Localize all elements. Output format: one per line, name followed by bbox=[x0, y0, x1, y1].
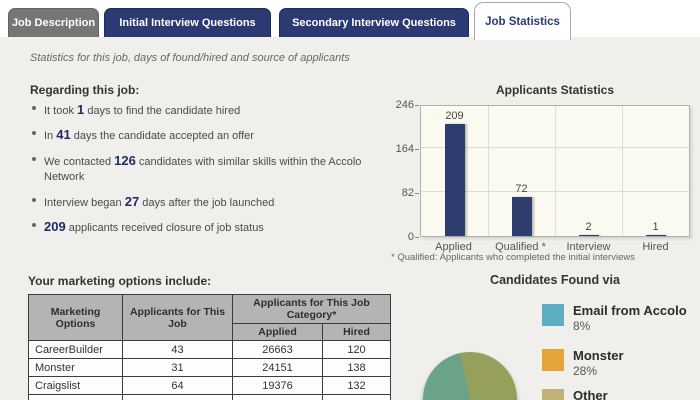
column-subheader-hired: Hired bbox=[323, 324, 391, 341]
table-row bbox=[29, 341, 391, 359]
bullet-text: applicants received closure of job status bbox=[65, 221, 264, 234]
bar-qualified bbox=[512, 197, 532, 236]
bar-value-label: 1 bbox=[652, 221, 659, 233]
cell-applicants: 64 bbox=[123, 377, 233, 395]
cell-marketing-option: Craigslist bbox=[29, 377, 123, 395]
marketing-heading: Your marketing options include: bbox=[28, 274, 212, 288]
bullet-number: 126 bbox=[114, 152, 136, 168]
cell-empty bbox=[233, 395, 323, 400]
bar-hired bbox=[646, 235, 666, 236]
list-item bbox=[30, 152, 382, 186]
bar-value-label: 2 bbox=[585, 220, 592, 233]
legend-swatch bbox=[542, 349, 564, 371]
cell-applied: 24151 bbox=[233, 359, 323, 377]
bar-group-interview bbox=[555, 106, 622, 236]
y-axis-tick-mark bbox=[415, 105, 419, 106]
cell-applicants: 43 bbox=[123, 341, 233, 359]
x-axis-category-label: Applied bbox=[435, 241, 472, 253]
cell-applicants: 31 bbox=[123, 359, 233, 377]
bullet-number: 27 bbox=[124, 193, 140, 209]
bullet-number: 41 bbox=[56, 127, 71, 143]
cell-hired: 138 bbox=[323, 359, 391, 377]
bar-chart-footnote: * Qualified: Applicants who completed the initial interviews bbox=[391, 252, 635, 263]
page-subtitle: Statistics for this job, days of found/hired and source of applicants bbox=[30, 52, 350, 64]
cell-empty bbox=[29, 395, 123, 400]
bar-group-applied bbox=[421, 106, 488, 236]
table-row-clipped bbox=[29, 395, 391, 400]
y-axis-tick-mark bbox=[415, 149, 419, 150]
tab-job-statistics[interactable]: Job Statistics bbox=[474, 2, 571, 40]
bullet-text: We contacted bbox=[44, 155, 115, 168]
cell-marketing-option: Monster bbox=[29, 359, 123, 377]
cell-hired: 120 bbox=[323, 341, 391, 359]
list-item bbox=[30, 218, 382, 236]
bar-group-hired bbox=[622, 106, 689, 236]
cell-applied: 19376 bbox=[233, 377, 323, 395]
cell-applied: 26663 bbox=[233, 341, 323, 359]
table-row bbox=[29, 377, 391, 395]
y-axis-tick-label: 82 bbox=[401, 187, 414, 199]
pie-chart-title: Candidates Found via bbox=[490, 273, 620, 287]
legend-swatch bbox=[542, 304, 564, 326]
bullet-text: days the candidate accepted an offer bbox=[70, 130, 254, 143]
y-axis-tick-label: 0 bbox=[407, 231, 414, 243]
legend-label: Email from Accolo bbox=[573, 303, 687, 318]
legend-item-email-from-accolo bbox=[542, 304, 687, 333]
bullet-text: Interview began bbox=[44, 196, 125, 209]
list-item bbox=[30, 101, 382, 119]
bar-chart-title: Applicants Statistics bbox=[495, 83, 615, 97]
bullet-text: candidates with similar skills within the Accolo Network bbox=[44, 155, 362, 184]
list-item bbox=[30, 193, 382, 211]
bullet-text: It took bbox=[44, 105, 78, 117]
y-axis-tick-mark bbox=[415, 193, 419, 194]
y-axis-tick-label: 164 bbox=[395, 143, 414, 155]
bullet-text: In bbox=[44, 130, 57, 143]
legend-percent: 28% bbox=[573, 364, 598, 379]
bar-group-qualified bbox=[488, 106, 555, 236]
regarding-heading: Regarding this job: bbox=[30, 83, 140, 97]
bar-applied bbox=[445, 124, 465, 236]
tab-initial-interview-questions[interactable]: Initial Interview Questions bbox=[104, 8, 271, 37]
x-axis-category-label: Qualified * bbox=[495, 241, 546, 253]
table-row bbox=[29, 359, 391, 377]
cell-empty bbox=[123, 395, 233, 400]
bar-interview bbox=[579, 235, 599, 236]
legend-label: Other bbox=[573, 388, 608, 400]
bullet-number: 1 bbox=[77, 102, 85, 117]
cell-empty bbox=[323, 395, 391, 400]
bar-chart-plot-area bbox=[420, 105, 690, 237]
legend-item-monster bbox=[542, 349, 624, 378]
x-axis-category-label: Interview bbox=[566, 241, 611, 253]
legend-swatch bbox=[542, 389, 564, 400]
bar-value-label: 72 bbox=[515, 183, 528, 196]
y-axis-tick-mark bbox=[415, 237, 419, 238]
column-header-applicants-this-job: Applicants for This Job bbox=[123, 295, 233, 341]
cell-hired: 132 bbox=[323, 377, 391, 395]
legend-percent: 8% bbox=[573, 319, 591, 334]
bullet-text: days after the job launched bbox=[139, 196, 275, 209]
marketing-options-table bbox=[28, 294, 391, 400]
legend-label: Monster bbox=[573, 348, 624, 363]
regarding-bullet-list bbox=[30, 101, 382, 243]
tab-secondary-interview-questions[interactable]: Secondary Interview Questions bbox=[279, 8, 469, 37]
cell-marketing-option: CareerBuilder bbox=[29, 341, 123, 359]
y-axis-tick-label: 246 bbox=[395, 99, 414, 111]
column-header-applicants-category: Applicants for This Job Category* bbox=[233, 295, 391, 324]
bullet-number: 209 bbox=[44, 218, 66, 234]
column-header-marketing-options: Marketing Options bbox=[29, 295, 123, 341]
legend-item-other bbox=[542, 389, 608, 400]
tab-job-description[interactable]: Job Description bbox=[8, 8, 99, 37]
bullet-text: days to find the candidate hired bbox=[84, 105, 241, 117]
x-axis-category-label: Hired bbox=[642, 241, 669, 253]
column-subheader-applied: Applied bbox=[233, 324, 323, 341]
list-item bbox=[30, 126, 382, 144]
bar-value-label: 209 bbox=[445, 109, 464, 122]
